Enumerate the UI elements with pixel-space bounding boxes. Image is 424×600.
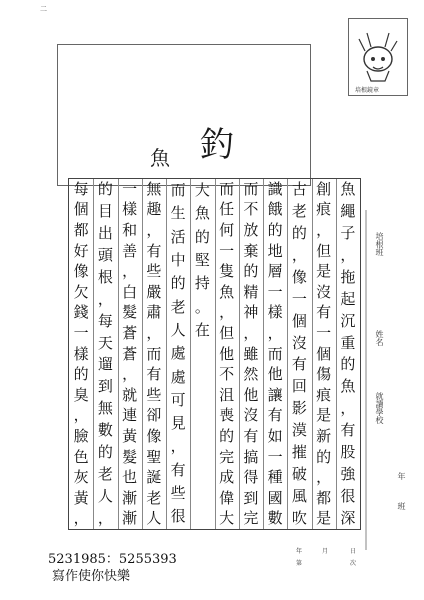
essay-char: 搞	[243, 447, 259, 466]
essay-char: 目	[97, 202, 113, 221]
label-grade: 年	[397, 472, 406, 480]
essay-char: 數	[97, 421, 113, 440]
essay-char: 讓	[267, 385, 283, 404]
essay-char: 好	[73, 241, 89, 260]
essay-char: ，	[267, 323, 283, 342]
essay-column	[189, 179, 215, 529]
essay-char: 像	[291, 267, 307, 286]
essay-char: 色	[73, 447, 89, 466]
essay-char: 漸	[122, 509, 138, 528]
grid-line	[336, 179, 337, 529]
essay-char: 蒼	[122, 323, 138, 342]
essay-char: 創	[316, 179, 332, 198]
essay-column	[165, 179, 191, 529]
essay-char: 可	[170, 390, 186, 409]
essay-char: 老	[97, 464, 113, 483]
header-label: 二	[40, 5, 47, 13]
essay-char: 趣	[146, 200, 162, 219]
essay-char: 個	[316, 344, 332, 363]
title-char-2: 魚	[150, 146, 170, 170]
essay-column	[238, 179, 264, 529]
essay-char: 老	[170, 297, 186, 316]
essay-char: 灰	[73, 468, 89, 487]
title-area	[57, 44, 311, 186]
side-divider	[364, 210, 382, 550]
essay-char: 沒	[291, 333, 307, 352]
essay-char: 痕	[316, 200, 332, 219]
essay-char: 強	[340, 464, 356, 483]
essay-char: 都	[73, 220, 89, 239]
essay-char: 子	[340, 224, 356, 243]
essay-char: 一	[73, 323, 89, 342]
essay-char: 黃	[122, 426, 138, 445]
essay-char: 傷	[316, 365, 332, 384]
essay-char: 個	[73, 200, 89, 219]
essay-char: 連	[122, 406, 138, 425]
essay-char: 影	[291, 399, 307, 418]
grid-line	[93, 179, 94, 529]
essay-char: 很	[340, 486, 356, 505]
essay-char: 遛	[97, 355, 113, 374]
essay-char: 大	[194, 181, 210, 200]
essay-char: 層	[267, 262, 283, 281]
essay-char: 到	[243, 488, 259, 507]
essay-column	[335, 179, 361, 529]
essay-char: 無	[146, 179, 162, 198]
footer-month: 月	[322, 548, 329, 555]
label-reading: 就讀學校	[375, 392, 384, 424]
essay-char: 些	[170, 484, 186, 502]
essay-char: 沮	[219, 385, 235, 404]
essay-char: ，	[122, 365, 138, 384]
essay-char: 的	[97, 442, 113, 461]
grid-line	[239, 179, 240, 529]
essay-char: 的	[340, 355, 356, 374]
essay-char: 根	[97, 267, 113, 286]
essay-char: ，	[316, 468, 332, 487]
essay-char: ，	[73, 406, 89, 425]
essay-char: 魚	[194, 204, 210, 223]
essay-char: 肅	[146, 303, 162, 322]
essay-char: ，	[146, 323, 162, 342]
essay-char: 一	[267, 282, 283, 301]
essay-char: ，	[340, 399, 356, 418]
essay-char: 生	[170, 204, 186, 223]
essay-char: 也	[122, 468, 138, 487]
essay-char: 有	[146, 241, 162, 260]
essay-char: 髮	[122, 303, 138, 322]
essay-char: 錢	[73, 303, 89, 322]
essay-char: 蒼	[122, 344, 138, 363]
essay-char: 沒	[243, 406, 259, 425]
essay-char: 很	[170, 507, 186, 526]
essay-char: 些	[146, 385, 162, 404]
essay-char: 雖	[243, 344, 259, 363]
essay-char: 何	[219, 220, 235, 239]
essay-char: ，	[291, 246, 307, 265]
essay-char: 不	[219, 365, 235, 384]
essay-char: 他	[267, 365, 283, 384]
essay-char: 是	[316, 406, 332, 425]
essay-char: 老	[146, 488, 162, 507]
essay-char: 的	[194, 227, 210, 246]
essay-char: 誕	[146, 468, 162, 487]
essay-char: 的	[243, 262, 259, 281]
essay-char: 活	[170, 227, 186, 246]
essay-char: 些	[146, 262, 162, 281]
essay-char: 中	[170, 251, 186, 270]
essay-char: 有	[291, 355, 307, 374]
essay-column	[92, 179, 118, 529]
essay-char: 古	[291, 180, 307, 199]
essay-char: ，	[170, 437, 186, 456]
essay-char: 無	[97, 399, 113, 418]
essay-char: 個	[291, 311, 307, 330]
essay-char: 堅	[194, 251, 210, 270]
essay-char: ，	[122, 262, 138, 281]
grid-line	[166, 179, 167, 529]
essay-char: 而	[170, 181, 186, 200]
essay-char: 都	[316, 488, 332, 507]
footer-order: 第	[296, 560, 303, 567]
title-char-1: 釣	[200, 125, 234, 165]
essay-char: 沒	[316, 282, 332, 301]
essay-char: 嚴	[146, 282, 162, 301]
essay-char: 有	[316, 303, 332, 322]
essay-char: 完	[219, 447, 235, 466]
essay-char: 髮	[122, 447, 138, 466]
essay-column	[68, 179, 94, 529]
essay-char: 識	[267, 179, 283, 198]
essay-grid	[68, 178, 361, 530]
essay-char: 欠	[73, 282, 89, 301]
stamp-caption: 培根鏡章	[355, 87, 380, 94]
footer-day: 日	[350, 548, 357, 555]
essay-char: 隻	[219, 262, 235, 281]
grid-line	[287, 179, 288, 529]
footer-code: 5231985：5255393	[48, 552, 177, 567]
essay-char: 人	[97, 486, 113, 505]
essay-char: 新	[316, 426, 332, 445]
essay-char: 的	[316, 447, 332, 466]
essay-char: 的	[97, 180, 113, 199]
essay-column	[214, 179, 240, 529]
essay-char: 餓	[267, 200, 283, 219]
essay-char: 而	[219, 179, 235, 198]
essay-char: 黃	[73, 488, 89, 507]
essay-char: 樣	[73, 344, 89, 363]
essay-char: 一	[219, 241, 235, 260]
essay-char: ，	[243, 323, 259, 342]
essay-char: 有	[243, 426, 259, 445]
essay-char: 人	[170, 320, 186, 339]
essay-char: 是	[316, 262, 332, 281]
essay-char: 人	[146, 509, 162, 528]
essay-column	[141, 179, 167, 529]
essay-char: 白	[122, 282, 138, 301]
essay-char: 地	[267, 241, 283, 260]
essay-char: 有	[146, 365, 162, 384]
essay-char: 的	[291, 224, 307, 243]
essay-char: 回	[291, 377, 307, 396]
essay-char: 喪	[219, 406, 235, 425]
essay-char: 股	[340, 442, 356, 461]
label-class: 班	[397, 502, 406, 510]
footer-times: 次	[350, 560, 357, 567]
essay-char: 和	[122, 220, 138, 239]
essay-char: 繩	[340, 202, 356, 221]
essay-char: ，	[316, 220, 332, 239]
essay-column	[286, 179, 312, 529]
essay-char: 然	[243, 365, 259, 384]
grid-line	[118, 179, 119, 529]
essay-char: 棄	[243, 241, 259, 260]
essay-char: 卻	[146, 406, 162, 425]
essay-char: 的	[219, 426, 235, 445]
essay-char: 漠	[291, 421, 307, 440]
essay-char: 有	[170, 460, 186, 479]
essay-char: 到	[97, 377, 113, 396]
grid-line	[142, 179, 143, 529]
essay-char: 任	[219, 200, 235, 219]
essay-column	[262, 179, 288, 529]
essay-char: 重	[340, 333, 356, 352]
essay-char: 但	[316, 241, 332, 260]
essay-char: ，	[219, 303, 235, 322]
essay-char: 一	[267, 447, 283, 466]
essay-char: 有	[340, 421, 356, 440]
essay-char: 摧	[291, 442, 307, 461]
essay-column	[311, 179, 337, 529]
footer-slogan: 寫作使你快樂	[52, 569, 131, 584]
essay-char: 就	[122, 385, 138, 404]
essay-char: 國	[267, 488, 283, 507]
essay-char: 不	[243, 200, 259, 219]
essay-char: 一	[316, 323, 332, 342]
essay-char: 出	[97, 224, 113, 243]
essay-char: 種	[267, 468, 283, 487]
essay-char: 完	[243, 509, 259, 528]
essay-char: 沉	[340, 311, 356, 330]
essay-char: 處	[170, 367, 186, 386]
essay-char: 神	[243, 303, 259, 322]
essay-char: 的	[267, 220, 283, 239]
essay-char: 但	[219, 323, 235, 342]
essay-char: 數	[267, 509, 283, 528]
essay-char: 大	[219, 509, 235, 528]
essay-char: 他	[243, 385, 259, 404]
essay-char: 每	[97, 311, 113, 330]
essay-char: 而	[243, 179, 259, 198]
essay-char: 老	[291, 202, 307, 221]
essay-char: 是	[316, 509, 332, 528]
grid-line	[215, 179, 216, 529]
grid-line	[312, 179, 313, 529]
essay-char: ，	[146, 220, 162, 239]
essay-char: 精	[243, 282, 259, 301]
essay-char: 。	[194, 297, 210, 316]
essay-char: 臉	[73, 426, 89, 445]
essay-column	[117, 179, 143, 529]
essay-char: 的	[170, 274, 186, 293]
essay-char: 如	[267, 426, 283, 445]
essay-char: 而	[267, 344, 283, 363]
essay-char: ，	[97, 508, 113, 527]
essay-char: 像	[146, 426, 162, 445]
essay-char: 漸	[122, 488, 138, 507]
essay-char: 拖	[340, 267, 356, 286]
essay-char: 吹	[291, 508, 307, 527]
grid-line	[263, 179, 264, 529]
essay-char: 放	[243, 220, 259, 239]
essay-char: 的	[73, 365, 89, 384]
essay-char: 痕	[316, 385, 332, 404]
essay-char: 而	[146, 344, 162, 363]
footer-year: 年	[296, 548, 303, 555]
essay-char: 善	[122, 241, 138, 260]
essay-char: 持	[194, 274, 210, 293]
essay-char: 魚	[340, 377, 356, 396]
essay-char: 每	[73, 179, 89, 198]
essay-char: 臭	[73, 385, 89, 404]
essay-char: 天	[97, 333, 113, 352]
essay-char: 像	[73, 262, 89, 281]
essay-char: 魚	[219, 282, 235, 301]
label-school: 培根班	[375, 232, 384, 256]
essay-char: 見	[170, 414, 186, 433]
essay-char: 聖	[146, 447, 162, 466]
essay-char: 樣	[122, 200, 138, 219]
essay-char: ，	[73, 509, 89, 528]
essay-char: 得	[243, 468, 259, 487]
essay-char: 樣	[267, 303, 283, 322]
essay-char: ，	[340, 246, 356, 265]
essay-char: 深	[340, 508, 356, 527]
essay-char: 破	[291, 464, 307, 483]
essay-char: 他	[219, 344, 235, 363]
essay-char: 頭	[97, 246, 113, 265]
essay-char: 風	[291, 486, 307, 505]
essay-char: 在	[194, 320, 210, 339]
grid-line	[190, 179, 191, 529]
essay-char: 魚	[340, 180, 356, 199]
essay-char: 一	[122, 179, 138, 198]
essay-char: 起	[340, 289, 356, 308]
essay-char: 成	[219, 468, 235, 487]
essay-char: 偉	[219, 488, 235, 507]
label-name: 姓名	[375, 330, 384, 346]
essay-char: 一	[291, 289, 307, 308]
stamp-drawing-icon	[349, 19, 407, 95]
essay-char: ，	[97, 289, 113, 308]
essay-char: 有	[267, 406, 283, 425]
essay-char: 處	[170, 344, 186, 363]
